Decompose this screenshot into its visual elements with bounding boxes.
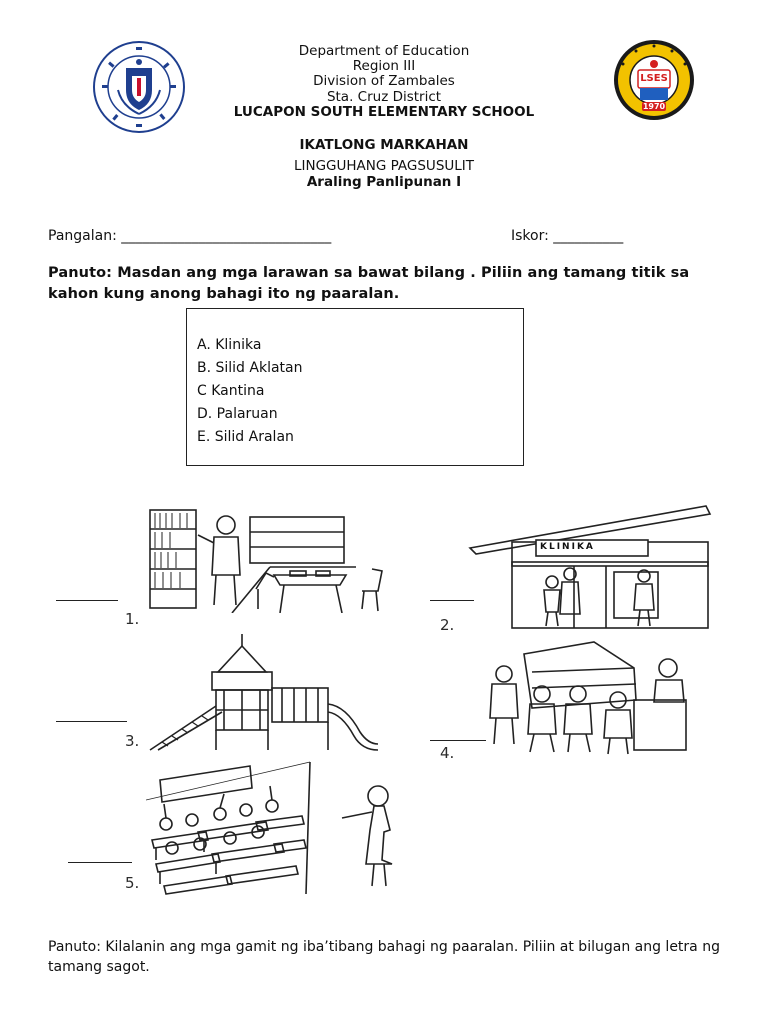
test-type: LINGGUHANG PAGSUSULIT [293,158,475,174]
name-label: Pangalan: [48,228,117,244]
answer-blank-1[interactable] [56,600,118,601]
classroom-picture [146,760,406,896]
choice-a: A. Klinika [197,337,262,353]
answer-blank-5[interactable] [68,862,132,863]
score-label: Iskor: [511,228,549,244]
item-number-3: 3. [125,732,140,750]
item-number-2: 2. [440,616,455,634]
choice-d: D. Palaruan [197,406,278,422]
score-blank: __________ [553,228,624,244]
quarter-title: IKATLONG MARKAHAN [299,137,469,153]
instruction-1: Panuto: Masdan ang mga larawan sa bawat bilang . Piliin ang tamang titik sa kahon kung anong bahagi ito ng paaralan. [48,265,690,302]
item-number-5: 5. [125,874,140,892]
school-name: LUCAPON SOUTH ELEMENTARY SCHOOL [233,104,535,120]
library-picture [140,505,402,613]
header-region: Region III [352,58,416,74]
subject-title: Araling Panlipunan I [306,174,462,190]
header-district: Sta. Cruz District [326,89,442,105]
item-number-4: 4. [440,744,455,762]
choice-e: E. Silid Aralan [197,429,294,445]
score-field[interactable] [511,228,623,244]
instruction-2: Panuto: Kilalanin ang mga gamit ng iba’tibang bahagi ng paaralan. Piliin at bilugan ang letra ng tamang sagot. [48,939,720,975]
choice-c: C Kantina [197,383,265,399]
choice-b: B. Silid Aklatan [197,360,303,376]
name-field[interactable] [48,228,331,244]
canteen-picture [484,638,696,756]
choices-box [186,308,524,466]
school-seal-initials: LSES [640,73,668,84]
answer-blank-4[interactable] [430,740,486,741]
school-seal-year: 1970 [642,102,666,111]
answer-blank-3[interactable] [56,721,127,722]
header-department: Department of Education [298,43,470,59]
item-number-1: 1. [125,610,140,628]
name-blank: ______________________________ [121,228,332,244]
clinic-picture [466,502,716,632]
clinic-sign-text: KLINIKA [540,542,595,552]
header-division: Division of Zambales [313,73,455,89]
playground-picture [142,632,380,752]
